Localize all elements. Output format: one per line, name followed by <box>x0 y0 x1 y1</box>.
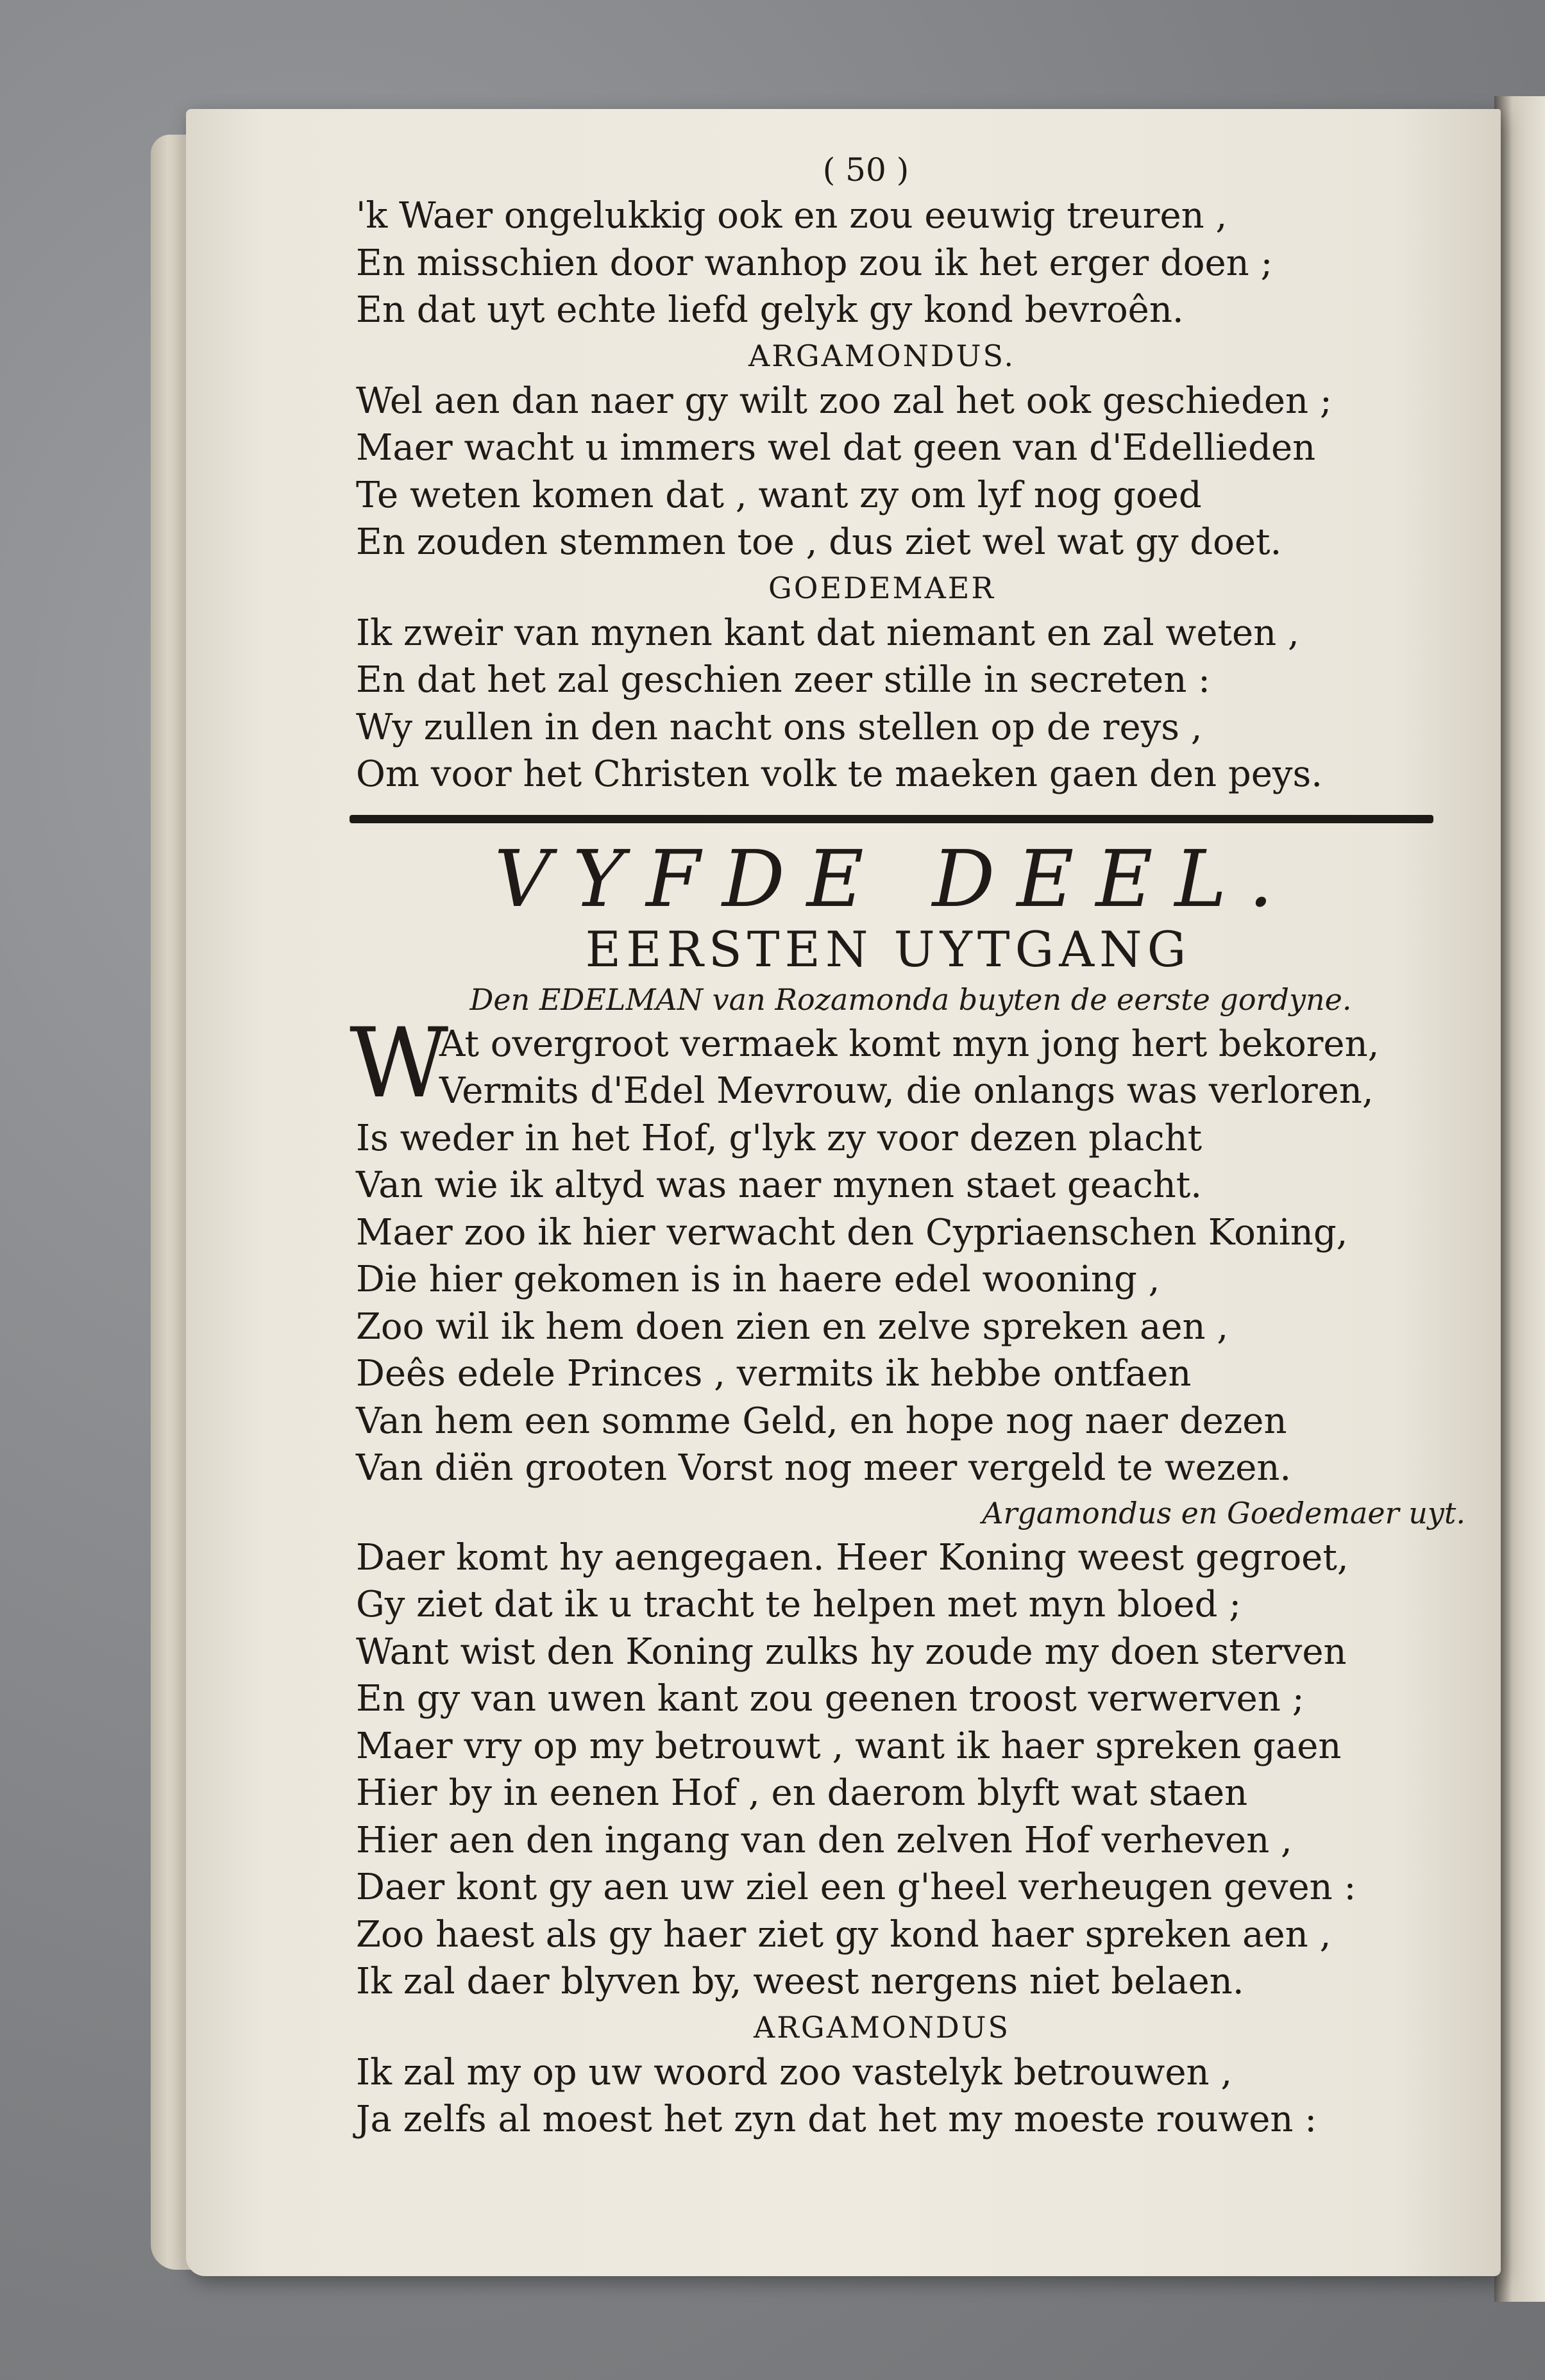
speaker-name: ARGAMONDUS <box>753 2009 1011 2045</box>
speaker-name: ARGAMONDUS. <box>748 338 1016 373</box>
page-number: ( 50 ) <box>822 151 909 189</box>
stage-direction: Argamondus en Goedemaer uyt. <box>982 1495 1465 1530</box>
verse-block-3 <box>356 610 1446 798</box>
dropcap-group <box>350 1007 1446 1119</box>
verse-line: Vermits d'Edel Mevrouw, die onlangs was verloren, <box>439 1070 1374 1112</box>
verse-line: Hier by in eenen Hof , en daerom blyft wat staen <box>356 1772 1248 1814</box>
verse-line: Wy zullen in den nacht ons stellen op de reys , <box>356 706 1203 748</box>
part-title: VYFDE DEEL. <box>494 833 1296 925</box>
verse-line: Wel aen dan naer gy wilt zoo zal het ook geschieden ; <box>356 380 1332 422</box>
verse-line: Maer wacht u immers wel dat geen van d'Edellieden <box>356 427 1316 469</box>
verse-line: Want wist den Koning zulks hy zoude my doen sterven <box>356 1630 1347 1673</box>
scene-title: EERSTEN UYTGANG <box>585 920 1192 978</box>
verse-line: Zoo wil ik hem doen zien en zelve spreken aen , <box>356 1305 1229 1348</box>
verse-line: Deês edele Princes , vermits ik hebbe ontfaen <box>356 1353 1192 1395</box>
verse-line: Ik zweir van mynen kant dat niemant en zal weten , <box>356 612 1299 654</box>
verse-line: Ik zal daer blyven by, weest nergens niet belaen. <box>356 1961 1244 2002</box>
verse-line: Te weten komen dat , want zy om lyf nog goed <box>356 474 1202 516</box>
verse-line: Maer vry op my betrouwt , want ik haer spreken gaen <box>356 1725 1342 1767</box>
section-divider <box>350 815 1433 823</box>
page-text <box>350 147 1465 2143</box>
verse-line: Die hier gekomen is in haere edel wooning , <box>356 1259 1160 1300</box>
verse-block-6 <box>356 2049 1446 2143</box>
stage-direction: Den EDELMAN van Rozamonda buyten de eerste gordyne. <box>469 982 1352 1017</box>
verse-block-5 <box>356 1534 1446 2006</box>
verse-line: Hier aen den ingang van den zelven Hof verheven , <box>356 1819 1292 1861</box>
verse-line: En dat uyt echte liefd gelyk gy kond bevroên. <box>356 289 1184 331</box>
verse-line: Daer kont gy aen uw ziel een g'heel verheugen geven : <box>356 1866 1356 1908</box>
verse-line: Van diën grooten Vorst nog meer vergeld te wezen. <box>356 1447 1292 1489</box>
verse-line: Van wie ik altyd was naer mynen staet geacht. <box>356 1164 1203 1206</box>
verse-line: En misschien door wanhop zou ik het erger doen ; <box>356 242 1273 284</box>
verse-line: En dat het zal geschien zeer stille in secreten : <box>356 659 1211 701</box>
verse-line: 'k Waer ongelukkig ook en zou eeuwig treuren , <box>356 195 1228 237</box>
speaker-name: GOEDEMAER <box>768 570 996 605</box>
verse-line: Zoo haest als gy haer ziet gy kond haer spreken aen , <box>356 1913 1331 1956</box>
verse-line: Daer komt hy aengegaen. Heer Koning weest gegroet, <box>356 1536 1349 1579</box>
verse-block-4 <box>350 1007 1446 1492</box>
verse-line: Ja zelfs al moest het zyn dat het my moeste rouwen : <box>356 2099 1317 2140</box>
verse-block-1 <box>356 192 1446 334</box>
verse-line: Om voor het Christen volk te maeken gaen den peys. <box>356 753 1323 795</box>
verse-line: Maer zoo ik hier verwacht den Cypriaenschen Koning, <box>356 1211 1348 1253</box>
verse-line: Gy ziet dat ik u tracht te helpen met myn bloed ; <box>356 1584 1242 1625</box>
drop-capital: W <box>350 1007 449 1119</box>
verse-line: Van hem een somme Geld, en hope nog naer dezen <box>356 1400 1287 1442</box>
verse-line: En zouden stemmen toe , dus ziet wel wat gy doet. <box>356 521 1282 563</box>
verse-line: Is weder in het Hof, g'lyk zy voor dezen placht <box>356 1117 1203 1159</box>
facing-page-edge <box>1494 96 1545 2302</box>
verse-line: Ik zal my op uw woord zoo vastelyk betrouwen , <box>356 2051 1233 2093</box>
verse-line: En gy van uwen kant zou geenen troost verwerven ; <box>356 1678 1304 1720</box>
verse-block-2 <box>356 378 1446 566</box>
verse-line: At overgroot vermaek komt myn jong hert bekoren, <box>439 1023 1380 1065</box>
